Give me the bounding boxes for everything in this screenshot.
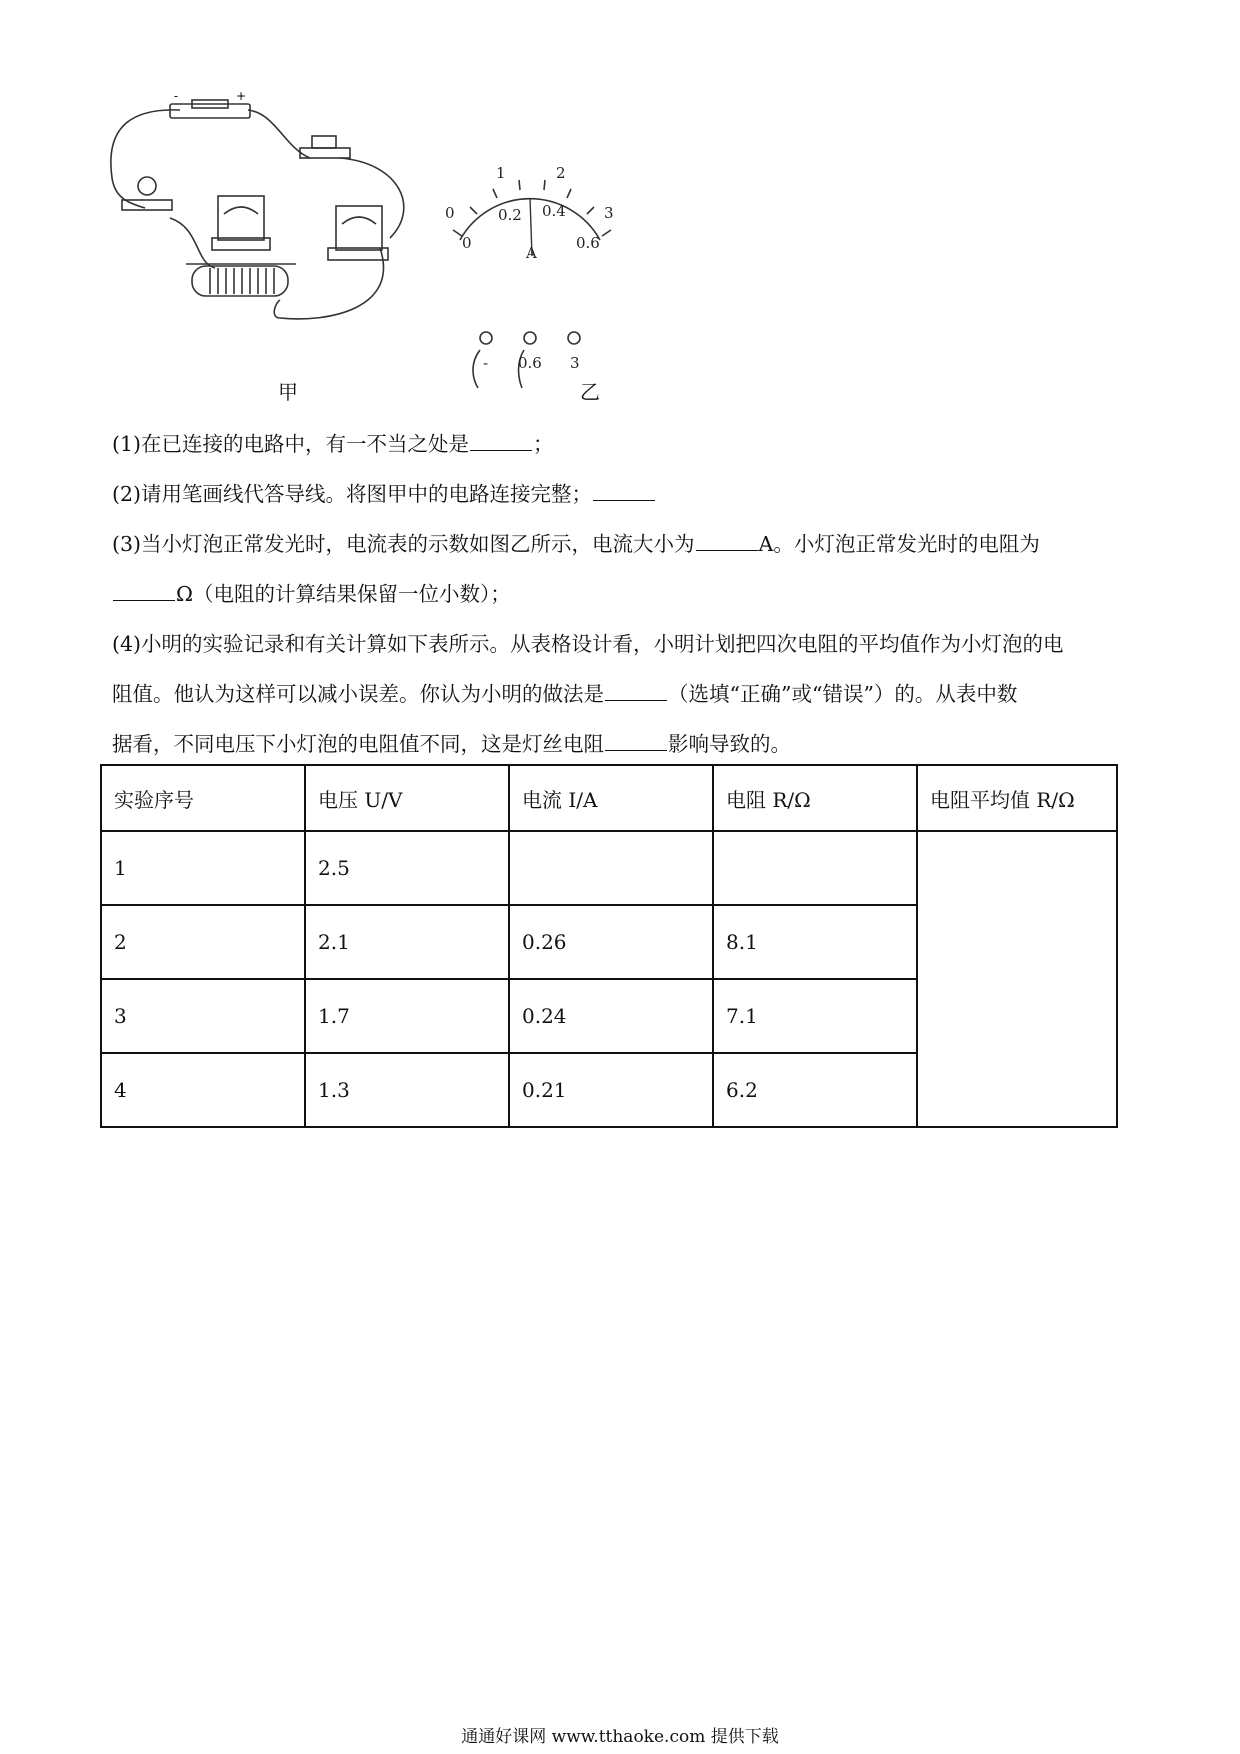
- cell-trial: 3: [101, 979, 305, 1053]
- question-4-line2: [112, 682, 1132, 706]
- ammeter-scale-small: [342, 217, 376, 224]
- scale-outer-2: 2: [556, 164, 566, 182]
- q4-factor-blank[interactable]: [605, 732, 667, 751]
- terminal-3-knob: [568, 332, 580, 344]
- bulb-glass: [138, 177, 156, 195]
- wire-ammeter-rheostat: [274, 248, 383, 319]
- figure-label-yi: 乙: [580, 380, 600, 404]
- battery-minus: -: [174, 89, 179, 103]
- question-3: [112, 532, 1132, 556]
- question-2: [112, 482, 1132, 506]
- header-resistance: 电阻 R/Ω: [713, 765, 917, 831]
- terminal-3-label: 3: [570, 354, 580, 372]
- lead-minus: [473, 350, 480, 388]
- page-footer: 通通好课网 www.tthaoke.com 提供下载: [461, 1727, 779, 1747]
- q4-line3-b: 影响导致的。: [668, 732, 791, 756]
- wire-battery-bulb: [111, 110, 180, 208]
- q3-current-blank[interactable]: [696, 532, 758, 551]
- voltmeter-scale: [224, 207, 258, 214]
- question-3-cont: [112, 582, 1132, 606]
- q1-blank[interactable]: [470, 432, 532, 451]
- terminal-minus-label: -: [483, 354, 489, 372]
- scale-outer-3: 3: [604, 204, 614, 222]
- scale-inner-0: 0: [462, 234, 472, 252]
- terminal-06-knob: [524, 332, 536, 344]
- cell-trial: 1: [101, 831, 305, 905]
- q3-text-b: A。小灯泡正常发光时的电阻为: [758, 532, 1040, 556]
- wire-bulb-rheostat: [170, 218, 215, 268]
- wire-switch-ammeter: [340, 158, 404, 238]
- circuit-diagram: [100, 88, 720, 408]
- question-1: [112, 432, 1132, 456]
- cell-resistance: 7.1: [713, 979, 917, 1053]
- cell-current: [509, 831, 713, 905]
- experiment-table: [100, 764, 1118, 1128]
- rheostat-windings: [210, 268, 274, 294]
- battery-plus: +: [236, 89, 247, 103]
- cell-current: 0.24: [509, 979, 713, 1053]
- dial-ticks: [453, 180, 611, 236]
- figure-label-jia: 甲: [278, 380, 298, 404]
- cell-voltage: 1.7: [305, 979, 509, 1053]
- scale-inner-04: 0.4: [542, 202, 566, 220]
- table-row: [101, 831, 1117, 905]
- cell-trial: 2: [101, 905, 305, 979]
- scale-inner-02: 0.2: [498, 206, 522, 224]
- header-voltage: 电压 U/V: [305, 765, 509, 831]
- cell-trial: 4: [101, 1053, 305, 1127]
- cell-voltage: 2.1: [305, 905, 509, 979]
- header-trial-no: 实验序号: [101, 765, 305, 831]
- q3-text-a: (3)当小灯泡正常发光时，电流表的示数如图乙所示，电流大小为: [112, 532, 695, 556]
- battery-holder: [170, 104, 250, 118]
- cell-resistance: 6.2: [713, 1053, 917, 1127]
- q4-line2-a: 阻值。他认为这样可以减小误差。你认为小明的做法是: [112, 682, 604, 706]
- cell-current: 0.21: [509, 1053, 713, 1127]
- cell-voltage: 2.5: [305, 831, 509, 905]
- q2-text: (2)请用笔画线代答导线。将图甲中的电路连接完整；: [112, 482, 593, 506]
- question-4-line1: [112, 632, 1132, 656]
- scale-outer-0: 0: [445, 204, 455, 222]
- q3-text-c: Ω（电阻的计算结果保留一位小数）；: [176, 582, 511, 606]
- question-4-line3: [112, 732, 1132, 756]
- header-average-resistance: 电阻平均值 R/Ω: [917, 765, 1117, 831]
- table-header-row: [101, 765, 1117, 831]
- q4-line3-a: 据看，不同电压下小灯泡的电阻值不同，这是灯丝电阻: [112, 732, 604, 756]
- cell-resistance: 8.1: [713, 905, 917, 979]
- ammeter-body: [336, 206, 382, 250]
- header-current: 电流 I/A: [509, 765, 713, 831]
- q3-resistance-blank[interactable]: [113, 582, 175, 601]
- cell-resistance: [713, 831, 917, 905]
- q2-blank[interactable]: [593, 482, 655, 501]
- voltmeter-body: [218, 196, 264, 240]
- ammeter-unit: A: [526, 244, 537, 262]
- cell-current: 0.26: [509, 905, 713, 979]
- scale-inner-06: 0.6: [576, 234, 600, 252]
- switch-knife: [312, 136, 336, 148]
- circuit-figure: [100, 88, 720, 408]
- scale-outer-1: 1: [496, 164, 506, 182]
- q4-method-blank[interactable]: [605, 682, 667, 701]
- q1-text: (1)在已连接的电路中，有一不当之处是: [112, 432, 470, 456]
- cell-voltage: 1.3: [305, 1053, 509, 1127]
- cell-average-resistance: [917, 831, 1117, 1127]
- q1-end: ；: [533, 432, 554, 456]
- terminal-minus-knob: [480, 332, 492, 344]
- q4-line2-b: （选填“正确”或“错误”）的。从表中数: [668, 682, 1018, 706]
- terminal-06-label: 0.6: [518, 354, 542, 372]
- q4-line1: (4)小明的实验记录和有关计算如下表所示。从表格设计看，小明计划把四次电阻的平均值作为小灯泡的电: [112, 632, 1064, 656]
